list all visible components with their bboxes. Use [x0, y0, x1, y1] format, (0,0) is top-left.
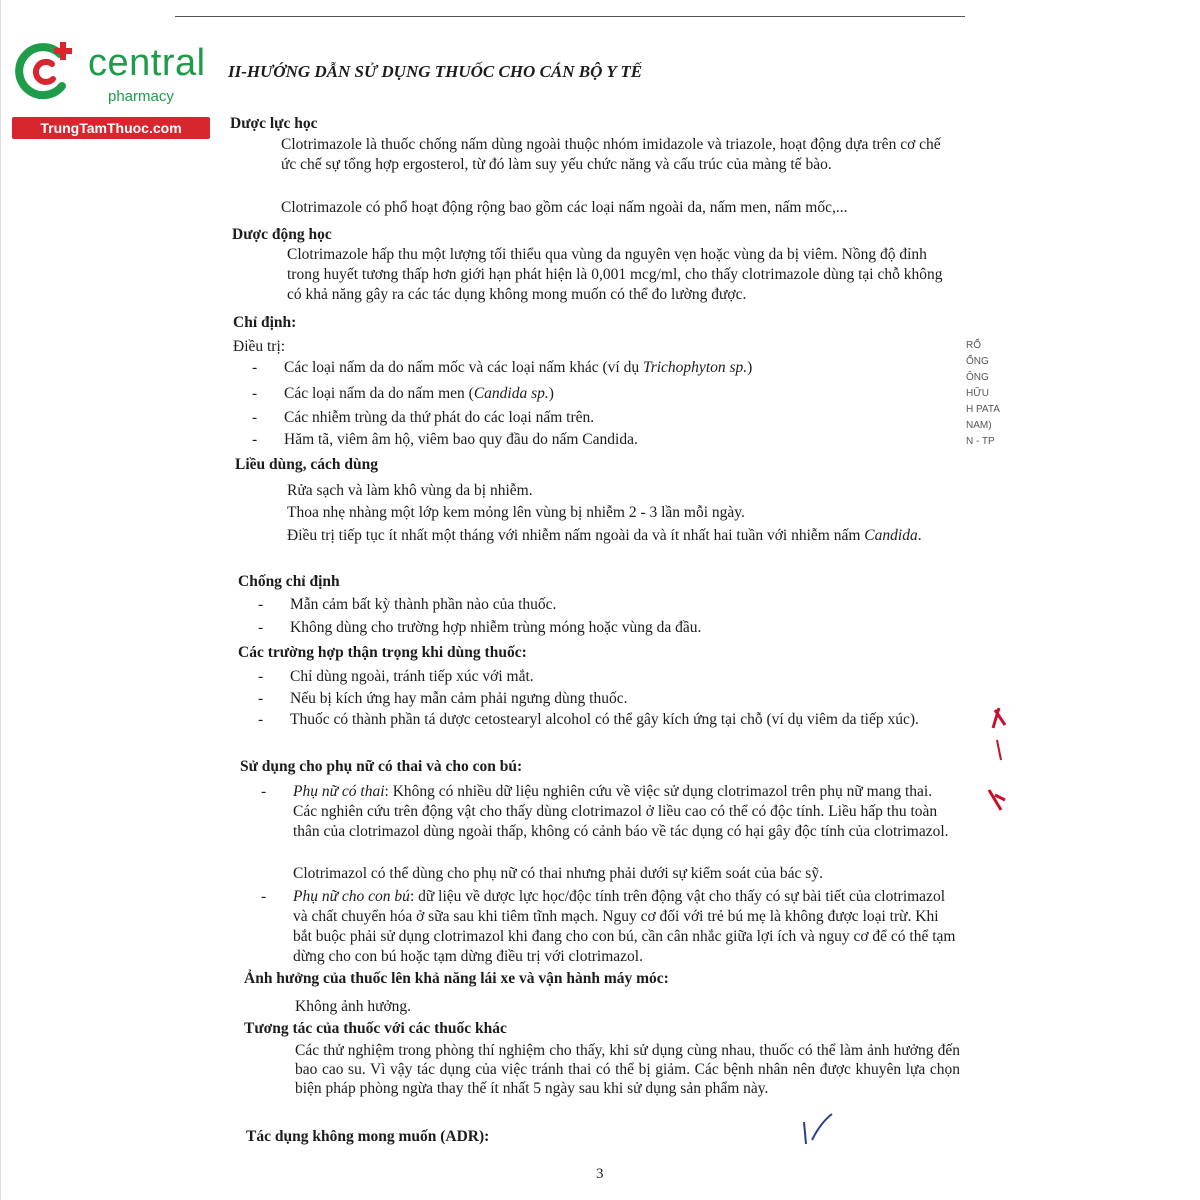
central-pharmacy-logo[interactable] — [12, 38, 212, 138]
logo-url[interactable]: TrungTamThuoc.com — [12, 117, 210, 139]
page-number: 3 — [596, 1166, 604, 1182]
paragraph-duoc-dong-hoc: Clotrimazole hấp thu một lượng tối thiểu qua vùng da nguyên vẹn hoặc vùng da bị viêm. Nồng độ đỉnh trong huyết tương thấp hơn giới hạn phát hiện là 0,001 mcg/ml, cho thấy clotrimazole dùng tại chỗ không có khả năng gây ra các tác dụng không mong muốn có thể đo lường được. — [287, 246, 943, 303]
scan-edge — [0, 0, 1, 1200]
heading-chi-dinh: Chỉ định: — [233, 314, 297, 331]
heading-duoc-dong-hoc: Dược động học — [232, 226, 332, 243]
paragraph-lai-xe: Không ảnh hưởng. — [295, 998, 412, 1015]
paragraph-duoc-luc-hoc-2: Clotrimazole có phổ hoạt động rộng bao gồm các loại nấm ngoài da, nấm men, nấm mốc,... — [281, 199, 848, 216]
heading-duoc-luc-hoc: Dược lực học — [230, 115, 318, 132]
paragraph-lieu-dung-1: Rửa sạch và làm khô vùng da bị nhiễm. — [287, 482, 533, 499]
signature-mark — [798, 1110, 848, 1150]
list-item: - Không dùng cho trường hợp nhiễm trùng móng hoặc vùng da đầu. — [258, 619, 702, 636]
paragraph-lieu-dung-2: Thoa nhẹ nhàng một lớp kem mỏng lên vùng bị nhiễm 2 - 3 lần mỗi ngày. — [287, 504, 745, 521]
heading-lai-xe: Ảnh hưởng của thuốc lên khả năng lái xe và vận hành máy móc: — [244, 970, 669, 987]
heading-adr: Tác dụng không mong muốn (ADR): — [246, 1128, 490, 1145]
pharmacy-c-icon — [12, 38, 78, 104]
list-item: - Thuốc có thành phần tá dược cetostearyl alcohol có thể gây kích ứng tại chỗ (ví dụ viêm da tiếp xúc). — [258, 711, 919, 728]
logo-sub: pharmacy — [108, 88, 174, 105]
heading-chong-chi-dinh: Chống chỉ định — [238, 573, 340, 590]
chi-dinh-intro: Điều trị: — [233, 338, 286, 355]
list-item: - Các loại nấm da do nấm mốc và các loại nấm khác (ví dụ Trichophyton sp.) — [252, 359, 753, 376]
top-rule — [175, 16, 965, 17]
heading-lieu-dung: Liều dùng, cách dùng — [235, 456, 378, 473]
list-item: - Các nhiễm trùng da thứ phát do các loại nấm trên. — [252, 409, 595, 426]
paragraph-lieu-dung-3: Điều trị tiếp tục ít nhất một tháng với nhiễm nấm ngoài da và ít nhất hai tuần với nhiễm nấm Candida. — [287, 527, 922, 544]
list-item: - Chỉ dùng ngoài, tránh tiếp xúc với mắt. — [258, 668, 534, 685]
stamp-fragment: RỔ ỔNG ÔNG HỮU H PATA NAM) N - TP — [966, 340, 1000, 447]
red-seal-mark — [975, 700, 1015, 830]
list-item: - Mẫn cảm bất kỳ thành phần nào của thuốc. — [258, 596, 557, 613]
heading-phu-nu: Sử dụng cho phụ nữ có thai và cho con bú: — [240, 758, 523, 775]
paragraph-phu-nu-note: Clotrimazol có thể dùng cho phụ nữ có thai nhưng phải dưới sự kiểm soát của bác sỹ. — [293, 865, 823, 882]
paragraph-duoc-luc-hoc-1: Clotrimazole là thuốc chống nấm dùng ngoài thuộc nhóm imidazole và triazole, hoạt động dựa trên cơ chế ức chế sự tổng hợp ergosterol, từ đó làm suy yếu chức năng và cấu trúc của màng tế bào. — [281, 136, 941, 173]
heading-tuong-tac: Tương tác của thuốc với các thuốc khác — [244, 1020, 507, 1037]
heading-than-trong: Các trường hợp thận trọng khi dùng thuốc: — [238, 644, 527, 661]
list-item: - Hăm tã, viêm âm hộ, viêm bao quy đầu do nấm Candida. — [252, 431, 638, 448]
list-item: - Nếu bị kích ứng hay mẫn cảm phải ngưng dùng thuốc. — [258, 690, 628, 707]
list-item: - Phụ nữ cho con bú: dữ liệu về dược lực học/độc tính trên động vật cho thấy có sự bài tiết của clotrimazol và chất chuyển hóa ở sữa sau khi tiêm tĩnh mạch. Nguy cơ đối với trẻ bú mẹ là không được loại trừ. Khi bắt buộc phải sử dụng clotrimazol khi đang cho con bú, cần cân nhắc giữa lợi ích và nguy cơ để có thể tạm dừng cho con bú hoặc tạm dừng điều trị với clotrimazol. — [261, 888, 956, 965]
logo-brand: central — [88, 42, 206, 84]
paragraph-tuong-tac: Các thử nghiệm trong phòng thí nghiệm cho thấy, khi sử dụng cùng nhau, thuốc có thể làm ảnh hưởng đến bao cao su. Vì vậy tác dụng của việc tránh thai có thể bị giảm. Các bệnh nhân nên được khuyên lựa chọn biện pháp phòng ngừa thay thế ít nhất 5 ngày sau khi sử dụng sản phẩm này. — [295, 1042, 960, 1097]
list-item: - Các loại nấm da do nấm men (Candida sp.) — [252, 385, 554, 402]
document-title: II-HƯỚNG DẪN SỬ DỤNG THUỐC CHO CÁN BỘ Y TẾ — [228, 62, 643, 81]
list-item: - Phụ nữ có thai: Không có nhiều dữ liệu nghiên cứu về việc sử dụng clotrimazol trên phụ nữ mang thai. Các nghiên cứu trên động vật cho thấy dùng clotrimazol ở liều cao có thể có độc tính. Liều hấp thu toàn thân của clotrimazol dùng ngoài thấp, không có cảnh báo về tác dụng có hại gây độc tính của clotrimazol. — [261, 783, 949, 840]
